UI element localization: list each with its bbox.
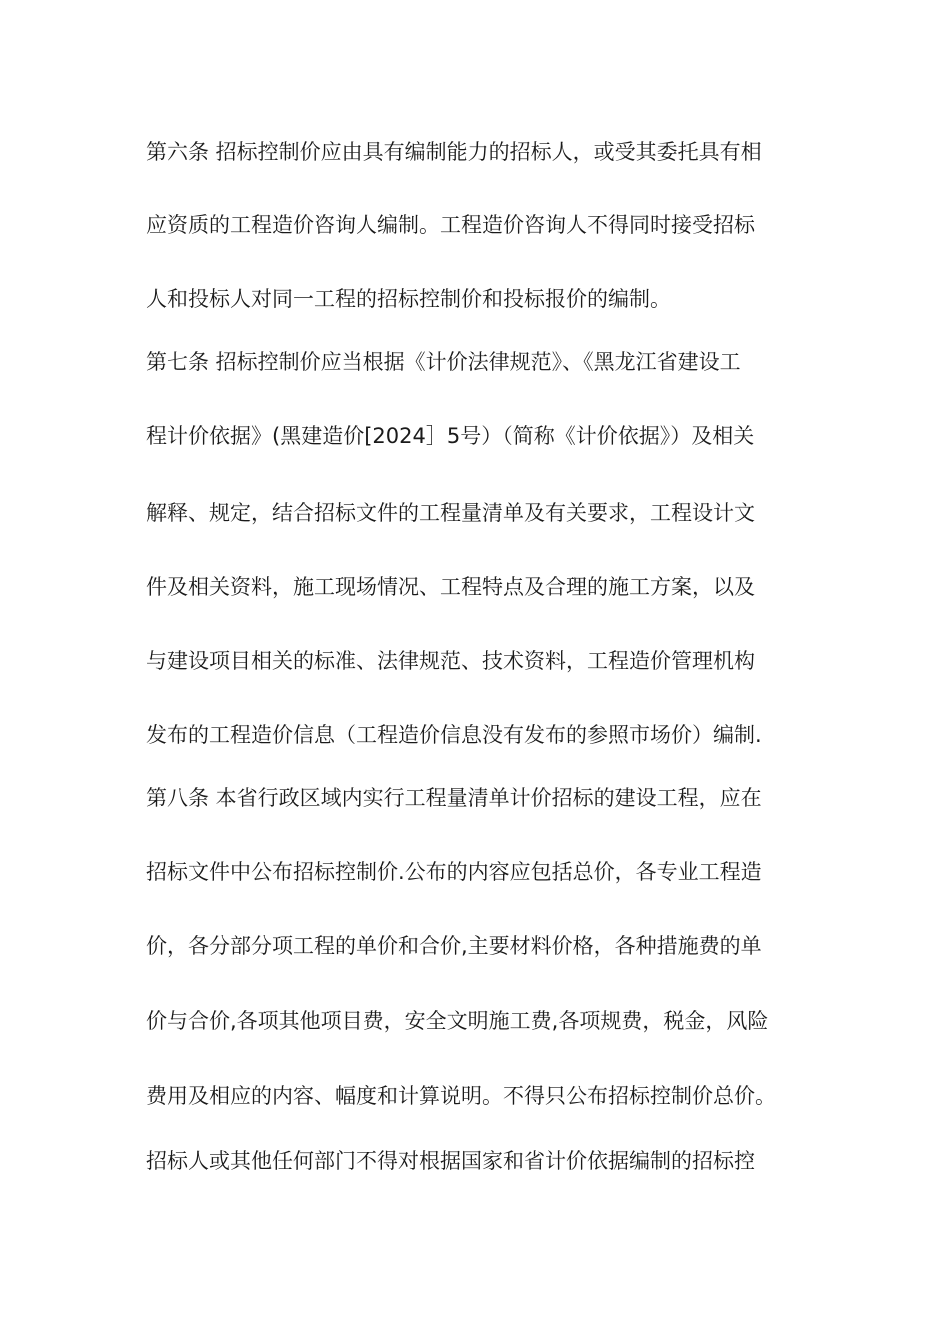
text-line: 价与合价,各项其他项目费，安全文明施工费,各项规费，税金，风险: [146, 1009, 769, 1033]
text-line: 与建设项目相关的标准、法律规范、技术资料，工程造价管理机构: [146, 649, 755, 673]
text-line: 第八条 本省行政区域内实行工程量清单计价招标的建设工程，应在: [146, 786, 762, 810]
text-line: 发布的工程造价信息（工程造价信息没有发布的参照市场价）编制.: [146, 723, 762, 747]
text-line: 程计价依据》(黑建造价[2024］5号）（简称《计价依据》）及相关: [146, 424, 755, 448]
text-line: 费用及相应的内容、幅度和计算说明。不得只公布招标控制价总价。: [146, 1084, 776, 1108]
text-line: 第七条 招标控制价应当根据《计价法律规范》、《黑龙江省建设工: [146, 350, 741, 374]
text-line: 件及相关资料，施工现场情况、工程特点及合理的施工方案，以及: [146, 575, 755, 599]
text-line: 招标文件中公布招标控制价.公布的内容应包括总价，各专业工程造: [146, 860, 762, 884]
text-line: 应资质的工程造价咨询人编制。工程造价咨询人不得同时接受招标: [146, 213, 755, 237]
text-line: 招标人或其他任何部门不得对根据国家和省计价依据编制的招标控: [146, 1149, 755, 1173]
text-line: 解释、规定，结合招标文件的工程量清单及有关要求，工程设计文: [146, 501, 755, 525]
text-line: 人和投标人对同一工程的招标控制价和投标报价的编制。: [146, 287, 671, 311]
text-line: 第六条 招标控制价应由具有编制能力的招标人，或受其委托具有相: [146, 140, 762, 164]
text-line: 价，各分部分项工程的单价和合价,主要材料价格，各种措施费的单: [146, 934, 762, 958]
